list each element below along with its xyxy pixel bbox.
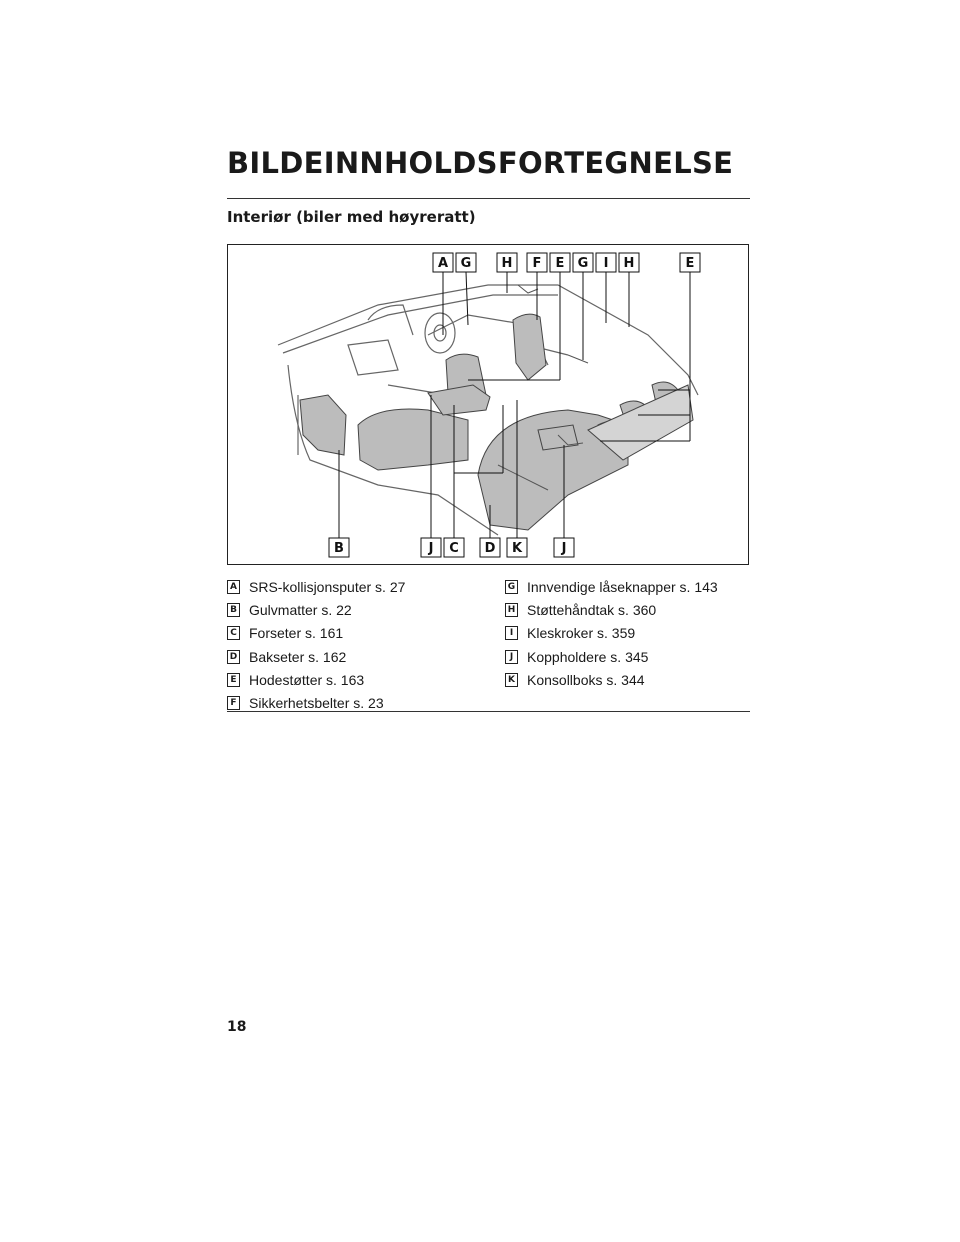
callout-I bbox=[596, 253, 616, 272]
callout-B-label: B bbox=[334, 541, 344, 556]
callout-C bbox=[444, 538, 464, 557]
rear-armrest bbox=[538, 425, 578, 450]
interior-illustration bbox=[227, 244, 749, 565]
callout-A bbox=[433, 253, 453, 272]
callout-J2-label: J bbox=[561, 541, 567, 556]
legend-text-d: Bakseter s. 162 bbox=[249, 648, 347, 665]
callout-K-label: K bbox=[511, 541, 523, 556]
page-number: 18 bbox=[227, 1019, 247, 1035]
legend-text-e: Hodestøtter s. 163 bbox=[249, 671, 365, 688]
legend-divider bbox=[227, 711, 750, 712]
legend-badge-j: J bbox=[505, 650, 518, 664]
driver-seat-back bbox=[513, 314, 546, 380]
callout-I-label: I bbox=[603, 256, 609, 271]
legend-right-column bbox=[505, 575, 718, 691]
callout-C-label: C bbox=[449, 541, 459, 556]
callout-J bbox=[421, 538, 441, 557]
page-title: BILDEINNHOLDSFORTEGNELSE bbox=[227, 146, 734, 180]
floor-mat bbox=[300, 395, 346, 455]
callout-A-label: A bbox=[437, 256, 449, 271]
callout-E-label: E bbox=[555, 256, 565, 271]
callout-J2 bbox=[554, 538, 574, 557]
callout-G2-label: G bbox=[577, 256, 589, 271]
legend-item-h bbox=[505, 598, 718, 621]
legend-badge-b: B bbox=[227, 603, 240, 617]
legend-text-j: Koppholdere s. 345 bbox=[527, 648, 649, 665]
legend-item-i bbox=[505, 622, 718, 645]
legend-badge-g: G bbox=[505, 580, 518, 594]
legend-badge-k: K bbox=[505, 673, 518, 687]
legend-badge-a: A bbox=[227, 580, 240, 594]
callout-D bbox=[480, 538, 500, 557]
callout-G-label: G bbox=[460, 256, 472, 271]
legend-text-f: Sikkerhetsbelter s. 23 bbox=[249, 695, 384, 712]
legend-item-b bbox=[227, 598, 405, 621]
legend-badge-f: F bbox=[227, 696, 240, 710]
callout-G bbox=[456, 253, 476, 272]
callout-H-label: H bbox=[501, 256, 513, 271]
legend-item-e bbox=[227, 668, 405, 691]
legend-text-g: Innvendige låseknapper s. 143 bbox=[527, 578, 718, 595]
front-seat-cushion bbox=[358, 409, 468, 470]
legend-item-k bbox=[505, 668, 718, 691]
legend-item-d bbox=[227, 645, 405, 668]
legend-badge-h: H bbox=[505, 603, 518, 617]
legend-text-k: Konsollboks s. 344 bbox=[527, 671, 645, 688]
callout-K bbox=[507, 538, 527, 557]
callout-J-label: J bbox=[428, 541, 434, 556]
callout-E bbox=[550, 253, 570, 272]
shaded-components bbox=[300, 314, 693, 530]
callout-B bbox=[329, 538, 349, 557]
legend-text-c: Forseter s. 161 bbox=[249, 625, 344, 642]
legend-badge-e: E bbox=[227, 673, 240, 687]
legend-text-h: Støttehåndtak s. 360 bbox=[527, 601, 657, 618]
car-interior-drawing bbox=[228, 245, 750, 566]
callout-E2 bbox=[680, 253, 700, 272]
callout-D-label: D bbox=[484, 541, 496, 556]
legend-badge-c: C bbox=[227, 626, 240, 640]
callout-E2-label: E bbox=[685, 256, 695, 271]
callout-F bbox=[527, 253, 547, 272]
callout-H2 bbox=[619, 253, 639, 272]
legend-item-j bbox=[505, 645, 718, 668]
legend-text-a: SRS-kollisjonsputer s. 27 bbox=[249, 578, 406, 595]
legend-text-b: Gulvmatter s. 22 bbox=[249, 601, 352, 618]
callout-G2 bbox=[573, 253, 593, 272]
top-callouts bbox=[433, 253, 700, 272]
callout-H2-label: H bbox=[623, 256, 635, 271]
legend-text-i: Kleskroker s. 359 bbox=[527, 625, 636, 642]
legend-badge-d: D bbox=[227, 650, 240, 664]
legend-item-g bbox=[505, 575, 718, 598]
callout-H bbox=[497, 253, 517, 272]
legend-left-column bbox=[227, 575, 405, 715]
callout-F-label: F bbox=[532, 256, 542, 271]
title-divider bbox=[227, 198, 750, 199]
legend-item-a bbox=[227, 575, 405, 598]
section-title: Interiør (biler med høyreratt) bbox=[227, 208, 476, 226]
legend-item-c bbox=[227, 622, 405, 645]
legend-badge-i: I bbox=[505, 626, 518, 640]
bottom-callouts bbox=[329, 538, 574, 557]
